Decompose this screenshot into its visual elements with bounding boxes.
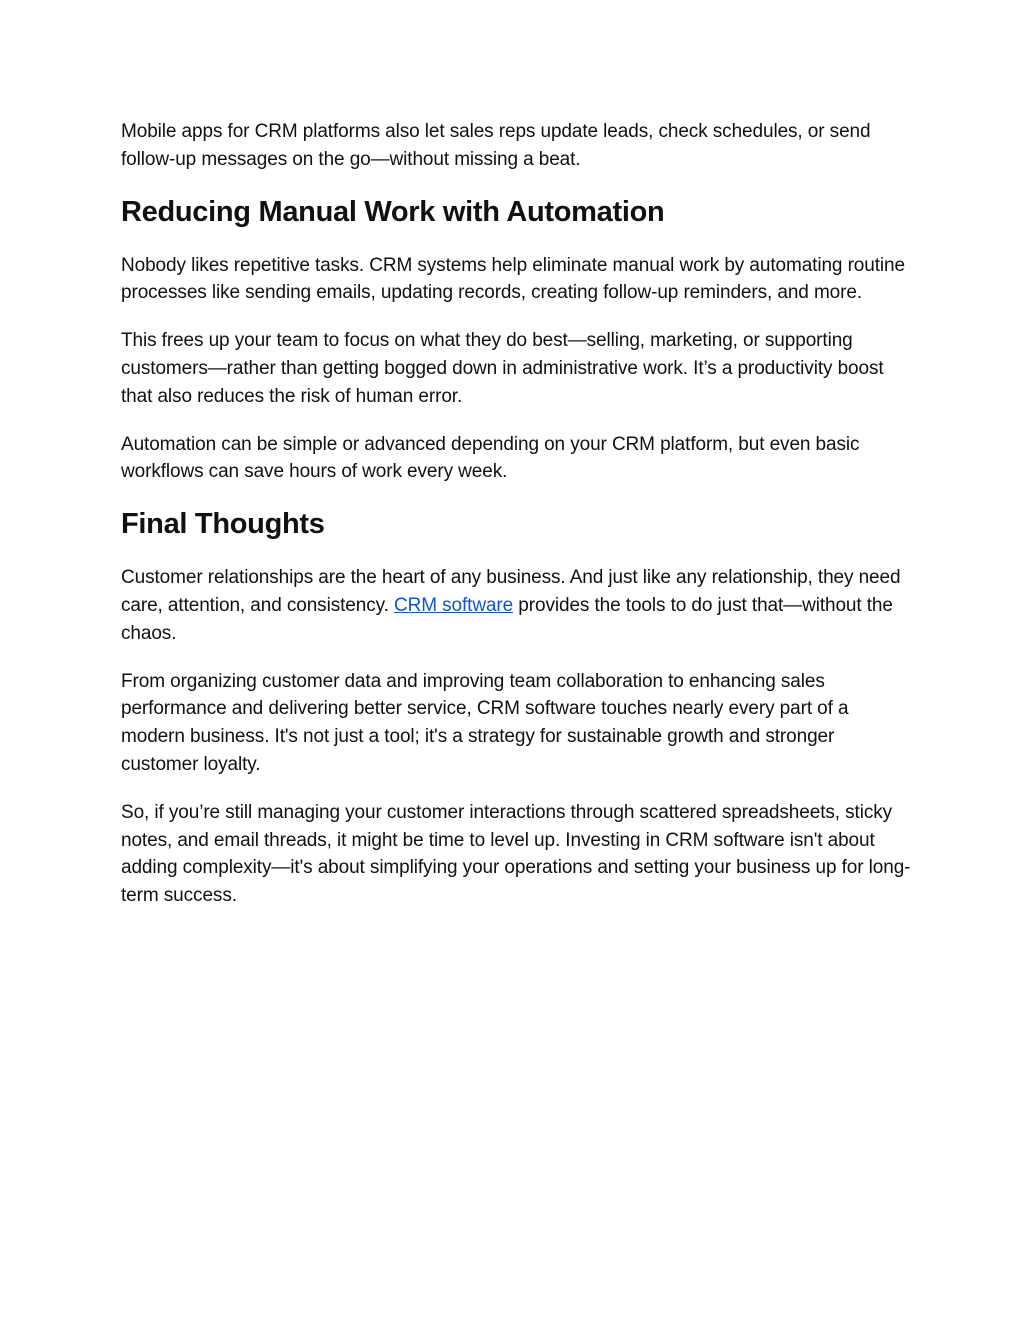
automation-paragraph-2: This frees up your team to focus on what they do best—selling, marketing, or supporting customers—rather than getting bogged down in administrative work. It’s a productivity boost that also reduces the risk of human error.	[121, 330, 884, 407]
automation-paragraph-3: Automation can be simple or advanced depending on your CRM platform, but even basic workflows can save hours of work every week.	[121, 433, 860, 483]
final-thoughts-heading: Final Thoughts	[121, 508, 325, 541]
final-paragraph-2: From organizing customer data and improving team collaboration to enhancing sales performance and delivering better service, CRM software touches nearly every part of a modern business. It's not just a tool; it's a strategy for sustainable growth and stronger customer loyalty.	[121, 670, 849, 775]
automation-heading: Reducing Manual Work with Automation	[121, 195, 665, 228]
final-paragraph-3: So, if you’re still managing your customer interactions through scattered spreadsheets, sticky notes, and email threads, it might be time to level up. Investing in CRM software isn't about adding complexity—it's about simplifying your operations and setting your business up for long-term success.	[121, 801, 911, 907]
document-page	[121, 118, 911, 930]
intro-paragraph: Mobile apps for CRM platforms also let sales reps update leads, check schedules, or send follow-up messages on the go—without missing a beat.	[121, 121, 871, 170]
final-paragraph-1	[121, 564, 911, 647]
automation-paragraph-1: Nobody likes repetitive tasks. CRM systems help eliminate manual work by automating routine processes like sending emails, updating records, creating follow-up reminders, and more.	[121, 254, 905, 304]
crm-software-link[interactable]: CRM software	[393, 594, 514, 616]
final-paragraph-1-text-after: provides the tools to do just that—without the chaos.	[121, 594, 893, 644]
final-paragraph-1-text-before: Customer relationships are the heart of any business. And just like any relationship, they need care, attention, and consistency.	[121, 567, 901, 616]
